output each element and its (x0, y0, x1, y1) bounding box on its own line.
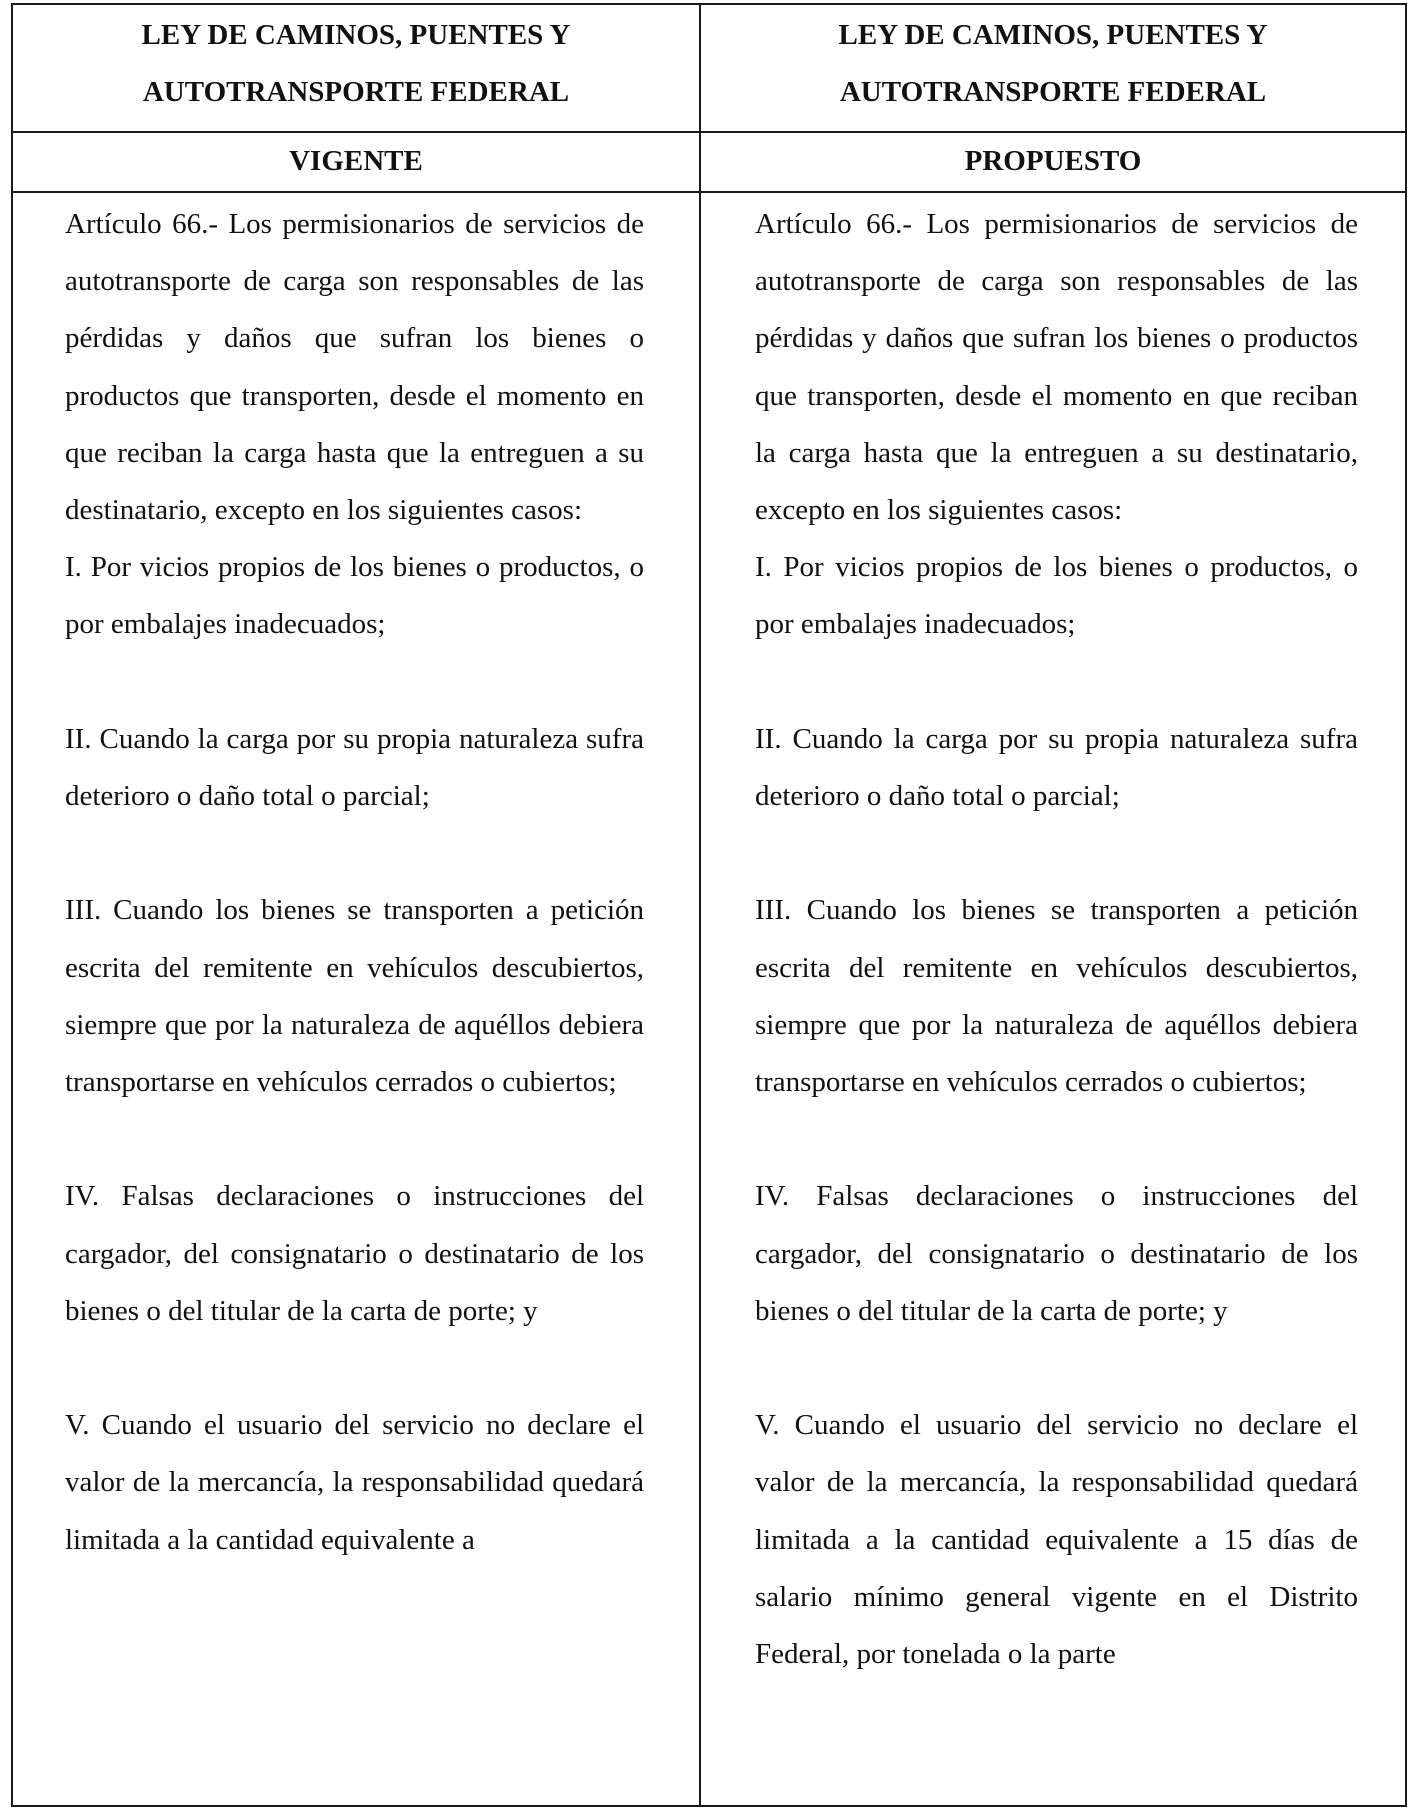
left-title-line-1: LEY DE CAMINOS, PUENTES Y (141, 19, 571, 51)
subtitle-row (12, 132, 1406, 192)
propuesto-item-i: I. Por vicios propios de los bienes o productos, o por embalajes inadecuados; (755, 551, 1358, 641)
propuesto-article-intro: Artículo 66.- Los permisionarios de servicios de autotransporte de carga son responsables de las pérdidas y daños que sufran los bienes o productos que transporten, desde el momento en que reciban la carga hasta que la entreguen a su destinatario, excepto en los siguientes casos: (755, 208, 1358, 527)
vigente-item-iv: IV. Falsas declaraciones o instrucciones del cargador, del consignatario o destinatario de los bienes o del titular de la carta de porte; y (65, 1180, 644, 1327)
propuesto-text-cell (700, 192, 1406, 1806)
left-title-line-2: AUTOTRANSPORTE FEDERAL (142, 76, 570, 108)
right-title-line-1: LEY DE CAMINOS, PUENTES Y (838, 19, 1268, 51)
vigente-article-intro: Artículo 66.- Los permisionarios de servicios de autotransporte de carga son responsables de las pérdidas y daños que sufran los bienes o productos que transporten, desde el momento en que reciban la carga hasta que la entreguen a su destinatario, excepto en los siguientes casos: (65, 208, 644, 527)
propuesto-item-iv: IV. Falsas declaraciones o instrucciones del cargador, del consignatario o destinatario de los bienes o del titular de la carta de porte; y (755, 1180, 1358, 1327)
title-row (12, 4, 1406, 132)
propuesto-item-ii: II. Cuando la carga por su propia naturaleza sufra deterioro o daño total o parcial; (755, 722, 1358, 813)
vigente-item-iii: III. Cuando los bienes se transporten a petición escrita del remitente en vehículos descubiertos, siempre que por la naturaleza de aquéllos debiera transportarse en vehículos cerrados o cubiertos; (65, 894, 644, 1099)
left-title-cell (12, 4, 700, 132)
propuesto-header: PROPUESTO (700, 132, 1406, 192)
vigente-item-v: V. Cuando el usuario del servicio no declare el valor de la mercancía, la responsabilidad quedará limitada a la cantidad equivalente a (65, 1409, 644, 1556)
right-title-line-2: AUTOTRANSPORTE FEDERAL (839, 76, 1267, 108)
propuesto-item-iii: III. Cuando los bienes se transporten a petición escrita del remitente en vehículos descubiertos, siempre que por la naturaleza de aquéllos debiera transportarse en vehículos cerrados o cubiertos; (755, 894, 1358, 1099)
vigente-item-ii: II. Cuando la carga por su propia naturaleza sufra deterioro o daño total o parcial; (65, 722, 644, 813)
vigente-item-i: I. Por vicios propios de los bienes o productos, o por embalajes inadecuados; (65, 551, 644, 641)
content-row (12, 192, 1406, 1806)
vigente-text-cell (12, 192, 700, 1806)
comparison-table (11, 3, 1407, 1807)
propuesto-item-v: V. Cuando el usuario del servicio no declare el valor de la mercancía, la responsabilidad quedará limitada a la cantidad equivalente a 15 días de salario mínimo general vigente en el Distrito Federal, por tonelada o la parte (755, 1409, 1358, 1671)
right-title-cell (700, 4, 1406, 132)
vigente-header: VIGENTE (12, 132, 700, 192)
